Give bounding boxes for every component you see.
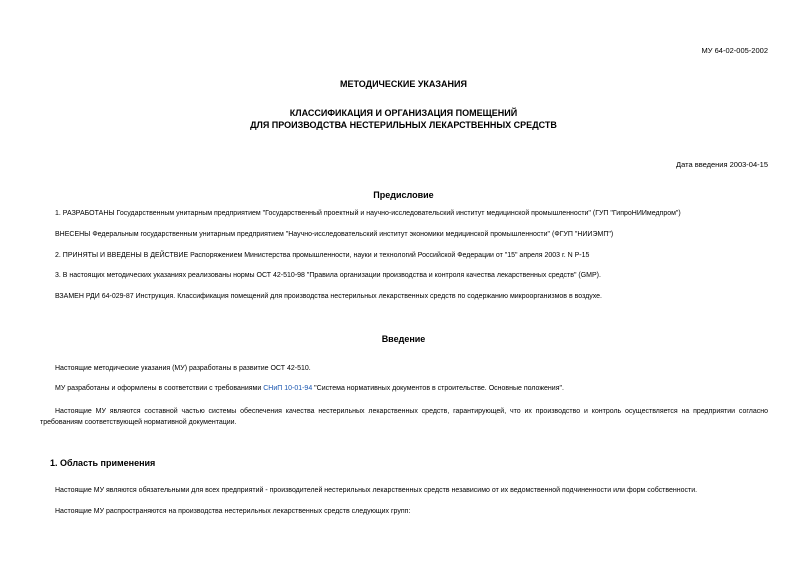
foreword-paragraph-1: 1. РАЗРАБОТАНЫ Государственным унитарным предприятием "Государственный проектный и научно-исследовательский институт медицинской промышленности" (ГУП "ГипроНИИмедпром")	[55, 210, 681, 217]
document-subtitle-line1: КЛАССИФИКАЦИЯ И ОРГАНИЗАЦИЯ ПОМЕЩЕНИЙ	[289, 108, 518, 118]
section-1-paragraph-1: Настоящие МУ являются обязательными для всех предприятий - производителей нестерильных лекарственных средств независимо от их ведомственной подчиненности или форм собственности.	[55, 487, 698, 494]
section-1-heading: 1. Область применения	[50, 458, 156, 468]
introduction-paragraph-2-text-end: "Система нормативных документов в строительстве. Основные положения".	[312, 385, 564, 392]
introduction-paragraph-2	[55, 385, 564, 392]
foreword-paragraph-4: 3. В настоящих методических указаниях реализованы нормы ОСТ 42-510-98 "Правила организации производства и контроля качества лекарственных средств" (GMP).	[55, 272, 601, 279]
document-subtitle-line2: ДЛЯ ПРОИЗВОДСТВА НЕСТЕРИЛЬНЫХ ЛЕКАРСТВЕННЫХ СРЕДСТВ	[250, 120, 557, 130]
introduction-paragraph-1: Настоящие методические указания (МУ) разработаны в развитие ОСТ 42-510.	[55, 365, 311, 372]
introduction-paragraph-2-text-start: МУ разработаны и оформлены в соответствии с требованиями	[55, 385, 264, 392]
document-code: МУ 64-02-005-2002	[701, 46, 768, 55]
foreword-heading: Предисловие	[373, 190, 434, 200]
introduction-heading: Введение	[381, 334, 426, 344]
foreword-paragraph-3: 2. ПРИНЯТЫ И ВВЕДЕНЫ В ДЕЙСТВИЕ Распоряжением Министерства промышленности, науки и технологий Российской Федерации от "15" апреля 2003 г. N Р-15	[55, 252, 590, 259]
foreword-paragraph-2: ВНЕСЕНЫ Федеральным государственным унитарным предприятием "Научно-исследовательский институт экономики медицинской промышленности" (ФГУП "НИИЭМП")	[55, 231, 614, 238]
section-1-paragraph-2: Настоящие МУ распространяются на производства нестерильных лекарственных средств следующих групп:	[55, 508, 411, 515]
introduction-date: Дата введения 2003-04-15	[676, 160, 768, 169]
snip-link[interactable]: СНиП 10-01-94	[263, 385, 313, 392]
foreword-paragraph-5: ВЗАМЕН РДИ 64-029-87 Инструкция. Классификация помещений для производства нестерильных лекарственных средств по содержанию микроорганизмов в воздухе.	[55, 293, 602, 300]
document-title: МЕТОДИЧЕСКИЕ УКАЗАНИЯ	[340, 79, 467, 89]
introduction-paragraph-3: Настоящие МУ являются составной частью системы обеспечения качества нестерильных лекарственных средств, гарантирующей, что их производство и контроль осуществляется на предприятии согласно требованиям соответствующей нормативной документации.	[40, 408, 768, 426]
